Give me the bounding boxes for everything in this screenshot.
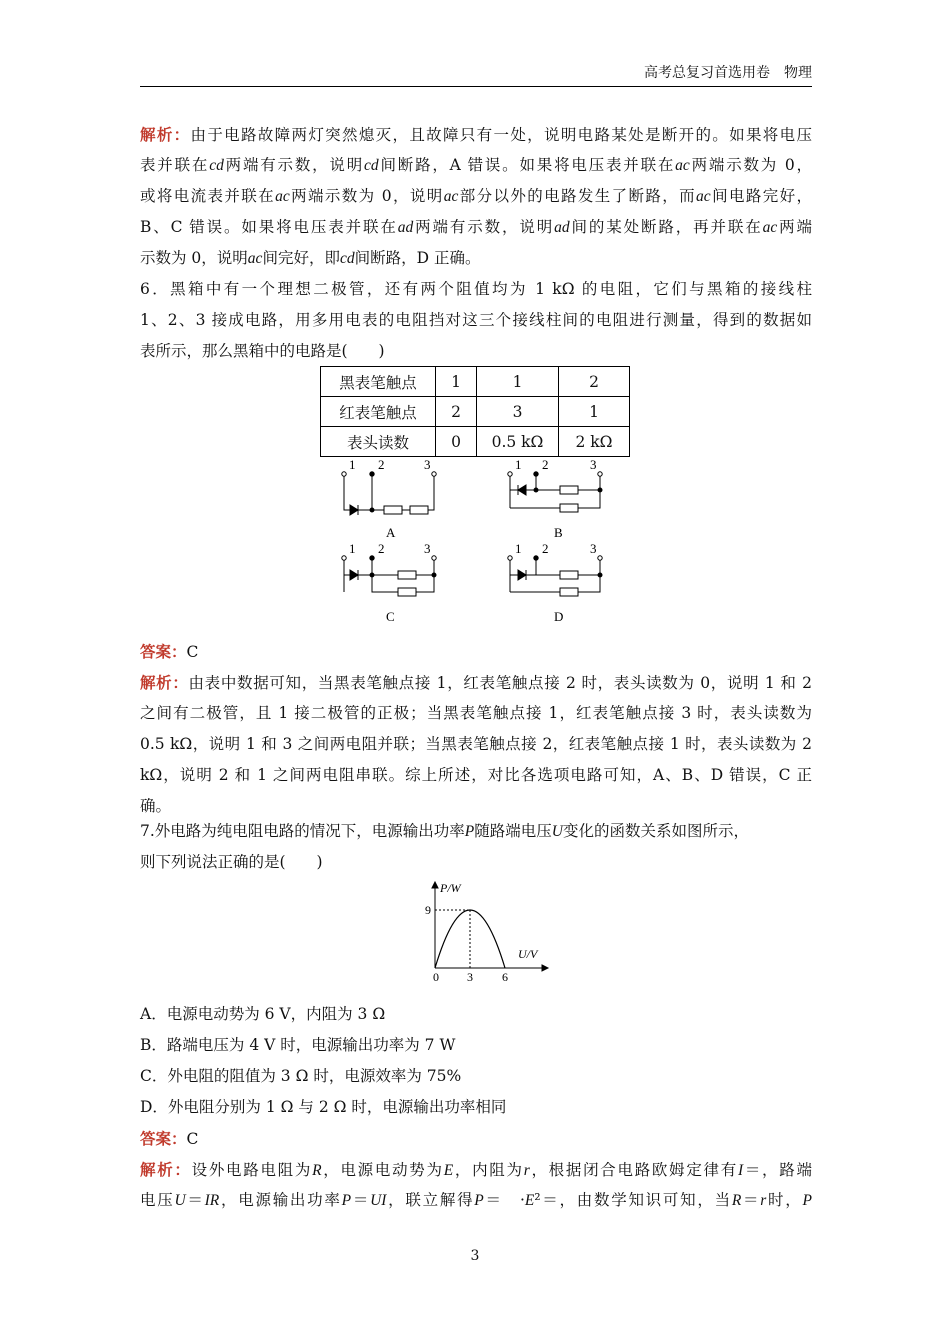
svg-text:3: 3 [590,541,597,556]
circuit-option-d [508,541,602,624]
page-header: 高考总复习首选用卷 物理 [644,65,812,81]
x-axis-label: U/V [518,947,538,961]
option-label: B [554,525,563,540]
svg-text:3: 3 [590,460,597,472]
circuit-options-figure [320,460,620,630]
svg-text:1: 1 [515,460,522,472]
svg-text:2: 2 [378,541,385,556]
circuit-option-b [508,460,602,540]
analysis-label: 解析： [140,673,189,692]
circuit-option-a [342,460,436,540]
option-a: A．电源电动势为 6 V，内阻为 3 Ω [140,1005,386,1023]
power-voltage-graph [410,880,550,985]
circuit-option-c [342,541,436,624]
answer-value: C [186,1130,199,1148]
svg-text:3: 3 [424,460,431,472]
answer-label: 答案： [140,1129,187,1148]
q7-options: A．电源电动势为 6 V，内阻为 3 Ω B．路端电压为 4 V 时，电源输出功率为 7 W C．外电阻的阻值为 3 Ω 时，电源效率为 75% D．外电阻分别为 1 Ω 与 2 Ω 时，电源输出功率相同 答案：C 解析：设外电路电阻为R，电源电动势为E，内阻为r，根据闭合电路欧姆定律有I＝，路端 电压U＝IR，电源输出功率P＝UI，联立解得P＝ ·E²＝，由数学知识可知，当R＝r时，P [140,999,812,1216]
y-tick-label: 9 [425,903,431,917]
x-tick-label: 0 [433,970,439,984]
header-rule [140,86,812,87]
table-row: 红表笔触点 2 3 1 [321,397,630,427]
analysis-label: 解析： [140,125,191,144]
q6-stem: 6．黑箱中有一个理想二极管，还有两个阻值均为 1 kΩ 的电阻，它们与黑箱的接线柱 1、2、3 接成电路，用多用电表的电阻挡对这三个接线柱间的电阻进行测量，得到的数据如 表所示，那么黑箱中的电路是( ) [140,280,812,360]
svg-text:1: 1 [349,460,356,472]
q6-answer-analysis: 答案：C 解析：由表中数据可知，当黑表笔触点接 1，红表笔触点接 2 时，表头读数为 0，说明 1 和 2 之间有二极管，且 1 接二极管的正极；当黑表笔触点接 1，红表笔触点接 3 时，表头读数为 0.5 kΩ，说明 1 和 3 之间两电阻并联；当黑表笔触点接 2，红表笔触点接 1 时，表头读数为 2 kΩ，说明 2 和 1 之间两电阻串联。综上所述，对比各选项电路可知，A、B、D 错误，C 正 确。 [140,642,812,815]
option-c: C．外电阻的阻值为 3 Ω 时，电源效率为 75% [140,1067,462,1085]
answer-value: C [186,643,199,661]
svg-text:2: 2 [378,460,385,472]
x-tick-label: 3 [467,970,473,984]
svg-text:1: 1 [515,541,522,556]
q5-text: 由于电路故障两灯突然熄灭，且故障只有一处，说明电路某处是断开的。如果将电压 [190,126,812,144]
table-row: 黑表笔触点 1 1 2 [321,367,630,397]
measurement-table [320,366,630,457]
svg-text:2: 2 [542,460,549,472]
analysis-label: 解析： [140,1160,192,1179]
x-tick-label: 6 [502,970,508,984]
y-axis-label: P/W [440,881,461,895]
svg-text:3: 3 [424,541,431,556]
q5-analysis: 解析：由于电路故障两灯突然熄灭，且故障只有一处，说明电路某处是断开的。如果将电压 表并联在cd两端有示数，说明cd间断路，A 错误。如果将电压表并联在ac两端示数为 0， 或将电流表并联在ac两端示数为 0，说明ac部分以外的电路发生了断路，而ac间电路完好， B、C 错误。如果将电压表并联在ad两端有示数，说明ad间的某处断路，再并联在ac两端 示数为 0，说明ac间完好，即cd间断路，D 正确。 [140,125,812,267]
table-row: 表头读数 0 0.5 kΩ 2 kΩ [321,427,630,457]
option-label: A [386,525,396,540]
answer-label: 答案： [140,642,187,661]
svg-text:1: 1 [349,541,356,556]
page-number: 3 [470,1248,480,1264]
option-d: D．外电阻分别为 1 Ω 与 2 Ω 时，电源输出功率相同 [140,1098,507,1116]
q7-stem: 7.外电路为纯电阻电路的情况下，电源输出功率P随路端电压U变化的函数关系如图所示， 则下列说法正确的是( ) [140,822,749,871]
option-label: D [554,609,564,624]
option-label: C [386,609,395,624]
svg-text:2: 2 [542,541,549,556]
option-b: B．路端电压为 4 V 时，电源输出功率为 7 W [140,1036,456,1054]
